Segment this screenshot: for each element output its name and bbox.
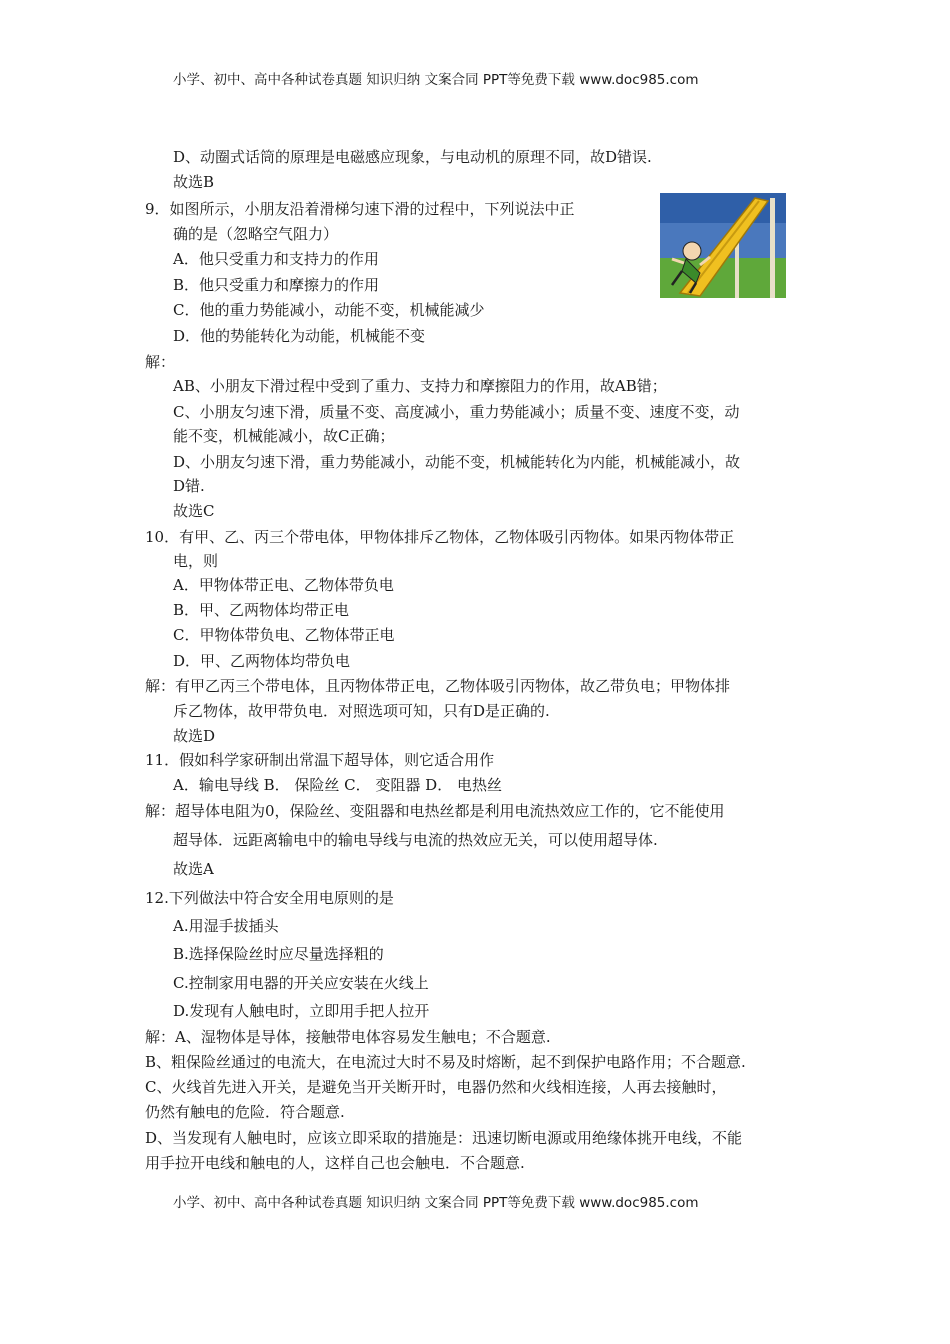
q11-stem: 11．假如科学家研制出常温下超导体，则它适合用作 — [145, 751, 495, 769]
q12-option-d: D.发现有人触电时，立即用手把人拉开 — [173, 1002, 430, 1020]
q11-answer: 故选A — [173, 860, 214, 878]
q9-solution-line4: D、小朋友匀速下滑，重力势能减小，动能不变，机械能转化为内能，机械能减小，故 — [173, 453, 741, 471]
q10-solution-line1: 解：有甲乙丙三个带电体，且丙物体带正电，乙物体吸引丙物体，故乙带负电；甲物体排 — [145, 677, 731, 695]
q9-stem-line2: 确的是（忽略空气阻力） — [173, 225, 339, 243]
q12-solution-line3: C、火线首先进入开关，是避免当开关断开时，电器仍然和火线相连接，人再去接触时， — [145, 1078, 727, 1096]
q10-option-a: A．甲物体带正电、乙物体带负电 — [173, 576, 394, 594]
q10-answer: 故选D — [173, 727, 216, 745]
q12-stem: 12.下列做法中符合安全用电原则的是 — [145, 889, 394, 907]
q10-stem-line1: 10．有甲、乙、丙三个带电体，甲物体排斥乙物体，乙物体吸引丙物体。如果丙物体带正 — [145, 528, 735, 546]
q11-solution-line1: 解：超导体电阻为0，保险丝、变阻器和电热丝都是利用电流热效应工作的，它不能使用 — [145, 802, 725, 820]
q9-option-d: D．他的势能转化为动能，机械能不变 — [173, 327, 426, 345]
q11-solution-line2: 超导体．远距离输电中的输电导线与电流的热效应无关，可以使用超导体. — [173, 831, 658, 849]
q12-option-a: A.用湿手拔插头 — [173, 917, 279, 935]
q9-answer: 故选C — [173, 502, 215, 520]
q10-option-d: D．甲、乙两物体均带负电 — [173, 652, 351, 670]
page-header: 小学、初中、高中各种试卷真题 知识归纳 文案合同 PPT等免费下载 www.doc985.com — [173, 72, 699, 88]
q9-solution-label: 解： — [145, 353, 176, 371]
q11-options: A．输电导线 B． 保险丝 C． 变阻器 D． 电热丝 — [173, 776, 502, 794]
q12-solution-line5: D、当发现有人触电时，应该立即采取的措施是：迅速切断电源或用绝缘体挑开电线，不能 — [145, 1129, 743, 1147]
q9-option-a: A．他只受重力和支持力的作用 — [173, 250, 379, 268]
q12-solution-line6: 用手拉开电线和触电的人，这样自己也会触电．不合题意. — [145, 1154, 525, 1172]
q9-solution-line5: D错. — [173, 477, 205, 495]
q9-solution-line1: AB、小朋友下滑过程中受到了重力、支持力和摩擦阻力的作用，故AB错； — [173, 377, 667, 395]
q8-option-d-explanation: D、动圈式话筒的原理是电磁感应现象，与电动机的原理不同，故D错误. — [173, 148, 652, 166]
q9-solution-line2: C、小朋友匀速下滑，质量不变、高度减小，重力势能减小；质量不变、速度不变，动 — [173, 403, 740, 421]
q9-option-c: C．他的重力势能减小，动能不变，机械能减少 — [173, 301, 485, 319]
q12-option-b: B.选择保险丝时应尽量选择粗的 — [173, 945, 384, 963]
q10-stem-line2: 电，则 — [173, 552, 219, 570]
q9-option-b: B．他只受重力和摩擦力的作用 — [173, 276, 380, 294]
q10-solution-line2: 斥乙物体，故甲带负电．对照选项可知，只有D是正确的. — [173, 702, 550, 720]
q10-option-c: C．甲物体带负电、乙物体带正电 — [173, 626, 395, 644]
q12-solution-line2: B、粗保险丝通过的电流大，在电流过大时不易及时熔断，起不到保护电路作用；不合题意. — [145, 1053, 746, 1071]
q9-stem-line1: 9．如图所示，小朋友沿着滑梯匀速下滑的过程中，下列说法中正 — [145, 200, 575, 218]
slide-illustration — [660, 193, 786, 298]
page-footer: 小学、初中、高中各种试卷真题 知识归纳 文案合同 PPT等免费下载 www.doc985.com — [173, 1195, 699, 1211]
q12-option-c: C.控制家用电器的开关应安装在火线上 — [173, 974, 429, 992]
q12-solution-line1: 解：A、湿物体是导体，接触带电体容易发生触电；不合题意. — [145, 1028, 551, 1046]
q10-option-b: B．甲、乙两物体均带正电 — [173, 601, 350, 619]
q9-solution-line3: 能不变，机械能减小，故C正确； — [173, 427, 395, 445]
q12-solution-line4: 仍然有触电的危险．符合题意. — [145, 1103, 345, 1121]
q8-answer: 故选B — [173, 173, 215, 191]
